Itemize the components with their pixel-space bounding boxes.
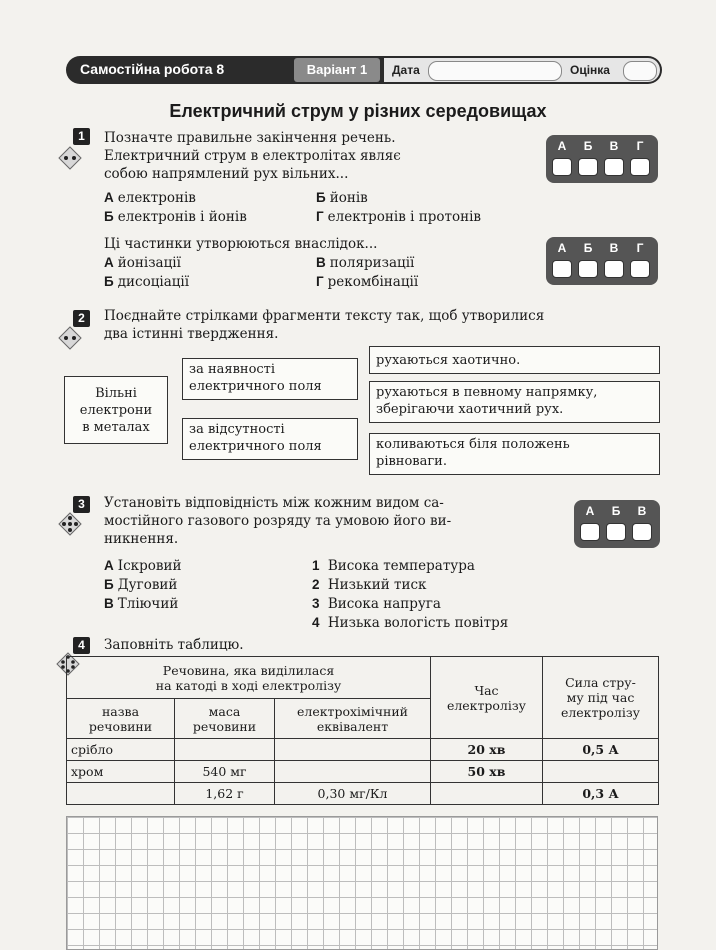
- header-text: еквівалент: [316, 718, 389, 734]
- header-text: речовини: [192, 718, 257, 734]
- task1-option2-b: В поляризації: [316, 255, 415, 271]
- task1-option2-c: Б дисоціації: [104, 274, 190, 290]
- task3-right-1: 1 Висока температура: [312, 558, 475, 574]
- answer-cell[interactable]: [630, 158, 650, 176]
- table-subheader: [67, 699, 175, 739]
- task-number-4: 4: [73, 637, 90, 654]
- match-right-box-2: [369, 381, 660, 423]
- task1-line-1: Позначте правильне закінчення речень.: [104, 130, 396, 146]
- task3-left-a: А Іскровий: [104, 558, 182, 574]
- table-subheader: [175, 699, 275, 739]
- work-title: Самостійна робота 8: [80, 61, 225, 77]
- page-title: Електричний струм у різних середовищах: [169, 101, 547, 121]
- header-text: електролізу: [560, 705, 641, 720]
- answer-letter: А: [585, 504, 595, 518]
- answer-cell[interactable]: [580, 523, 600, 541]
- answer-cell[interactable]: [630, 260, 650, 278]
- dice-icon: [58, 146, 82, 170]
- task2-line-2: два істинні твердження.: [104, 326, 279, 342]
- answer-letter: Б: [611, 504, 621, 518]
- match-text: рухаються хаотично.: [376, 353, 521, 368]
- header-text: Речовина, яка виділилася: [162, 662, 335, 678]
- answer-cell[interactable]: [552, 260, 572, 278]
- answer-letter: В: [637, 504, 647, 518]
- answer-letter: В: [609, 241, 619, 255]
- table-row: [67, 783, 659, 805]
- table-row: [67, 761, 659, 783]
- grade-label: Оцінка: [570, 63, 610, 77]
- table-cell: 1,62 г: [175, 783, 275, 805]
- task3-right-4: 4 Низька вологість повітря: [312, 615, 509, 631]
- match-middle-box-2: [182, 418, 358, 460]
- match-right-box-1: [369, 346, 660, 374]
- table-cell: 0,3 А: [543, 783, 659, 805]
- task-number-1: 1: [73, 128, 90, 145]
- answer-letter: Г: [636, 139, 644, 153]
- answer-letter: Б: [583, 139, 593, 153]
- header-text: назва: [101, 703, 140, 719]
- match-text: електричного поля: [189, 379, 322, 394]
- answer-cell[interactable]: [604, 158, 624, 176]
- table-cell[interactable]: [67, 783, 175, 805]
- header-text: електролізу: [446, 697, 527, 713]
- task3-line-2: мостійного газового розряду та умовою його ви-: [104, 513, 452, 529]
- electrolysis-table: [66, 656, 659, 805]
- answer-cell[interactable]: [632, 523, 652, 541]
- task2-line-1: Поєднайте стрілками фрагменти тексту так, щоб утворилися: [104, 308, 545, 324]
- task3-right-2: 2 Низький тиск: [312, 577, 427, 593]
- task-number-2: 2: [73, 310, 90, 327]
- answer-grid-area[interactable]: [66, 816, 658, 950]
- task3-line-3: никнення.: [104, 531, 179, 547]
- task1-line-2: Електричний струм в електролітах являє: [104, 148, 401, 164]
- match-left-box: [64, 376, 168, 444]
- task4-instruction: Заповніть таблицю.: [104, 637, 244, 653]
- variant-label: Варіант 1: [294, 58, 380, 82]
- date-label: Дата: [392, 63, 420, 77]
- task3-left-b: Б Дуговий: [104, 577, 178, 593]
- task3-left-c: В Тліючий: [104, 596, 179, 612]
- header-text: Час: [474, 682, 499, 698]
- match-text: в металах: [82, 420, 150, 435]
- match-right-box-3: [369, 433, 660, 475]
- table-cell[interactable]: [431, 783, 543, 805]
- table-cell[interactable]: [275, 761, 431, 783]
- header-text: речовини: [88, 718, 153, 734]
- answer-cell[interactable]: [604, 260, 624, 278]
- answer-cell[interactable]: [578, 158, 598, 176]
- match-text: електрони: [79, 403, 153, 418]
- table-cell[interactable]: [543, 761, 659, 783]
- header-text: електрохімічний: [296, 703, 409, 719]
- header-text: маса: [208, 703, 241, 719]
- header-text: Сила стру-: [565, 675, 636, 690]
- answer-letter: А: [557, 241, 567, 255]
- answer-letter: В: [609, 139, 619, 153]
- table-cell: 0,30 мг/Кл: [275, 783, 431, 805]
- grade-field[interactable]: [623, 61, 657, 81]
- match-text: рухаються в певному напрямку,: [376, 385, 598, 400]
- match-text: Вільні: [95, 386, 137, 401]
- answer-cell[interactable]: [552, 158, 572, 176]
- header-text: му під час: [566, 690, 635, 705]
- date-field[interactable]: [428, 61, 562, 81]
- task1-option-a: А електронів: [104, 190, 196, 206]
- task1-option-d: Г електронів і протонів: [316, 209, 481, 225]
- table-header-time: [431, 657, 543, 739]
- task1-line-3: собою напрямлений рух вільних...: [104, 166, 349, 182]
- match-text: рівноваги.: [376, 454, 447, 469]
- task-number-3: 3: [73, 496, 90, 513]
- table-cell: срібло: [67, 739, 175, 761]
- match-text: за наявності: [189, 362, 276, 377]
- table-cell: 540 мг: [175, 761, 275, 783]
- dice-icon: [58, 512, 82, 536]
- table-group-header: [67, 657, 431, 699]
- answer-letter: Б: [583, 241, 593, 255]
- task1-option-c: Б електронів і йонів: [104, 209, 247, 225]
- answer-letter: Г: [636, 241, 644, 255]
- answer-cell[interactable]: [606, 523, 626, 541]
- match-text: електричного поля: [189, 439, 322, 454]
- match-text: за відсутності: [189, 422, 285, 437]
- header-text: на катоді в ході електролізу: [155, 677, 342, 693]
- table-header-current: [543, 657, 659, 739]
- answer-cell[interactable]: [578, 260, 598, 278]
- table-cell: 0,5 А: [543, 739, 659, 761]
- task3-right-3: 3 Висока напруга: [312, 596, 441, 612]
- table-row: [67, 739, 659, 761]
- task3-line-1: Установіть відповідність між кожним видом са-: [104, 495, 444, 511]
- table-cell[interactable]: [175, 739, 275, 761]
- table-cell: 20 хв: [431, 739, 543, 761]
- table-cell[interactable]: [275, 739, 431, 761]
- task1-line-4: Ці частинки утворюються внаслідок...: [104, 236, 378, 252]
- dice-icon: [58, 326, 82, 350]
- table-cell: хром: [67, 761, 175, 783]
- match-text: коливаються біля положень: [376, 437, 570, 452]
- match-text: зберігаючи хаотичний рух.: [376, 402, 564, 417]
- match-middle-box-1: [182, 358, 358, 400]
- table-subheader: [275, 699, 431, 739]
- task1-option-b: Б йонів: [316, 190, 368, 206]
- task1-option2-a: А йонізації: [104, 255, 181, 271]
- task1-option2-d: Г рекомбінації: [316, 274, 419, 290]
- table-cell: 50 хв: [431, 761, 543, 783]
- answer-letter: А: [557, 139, 567, 153]
